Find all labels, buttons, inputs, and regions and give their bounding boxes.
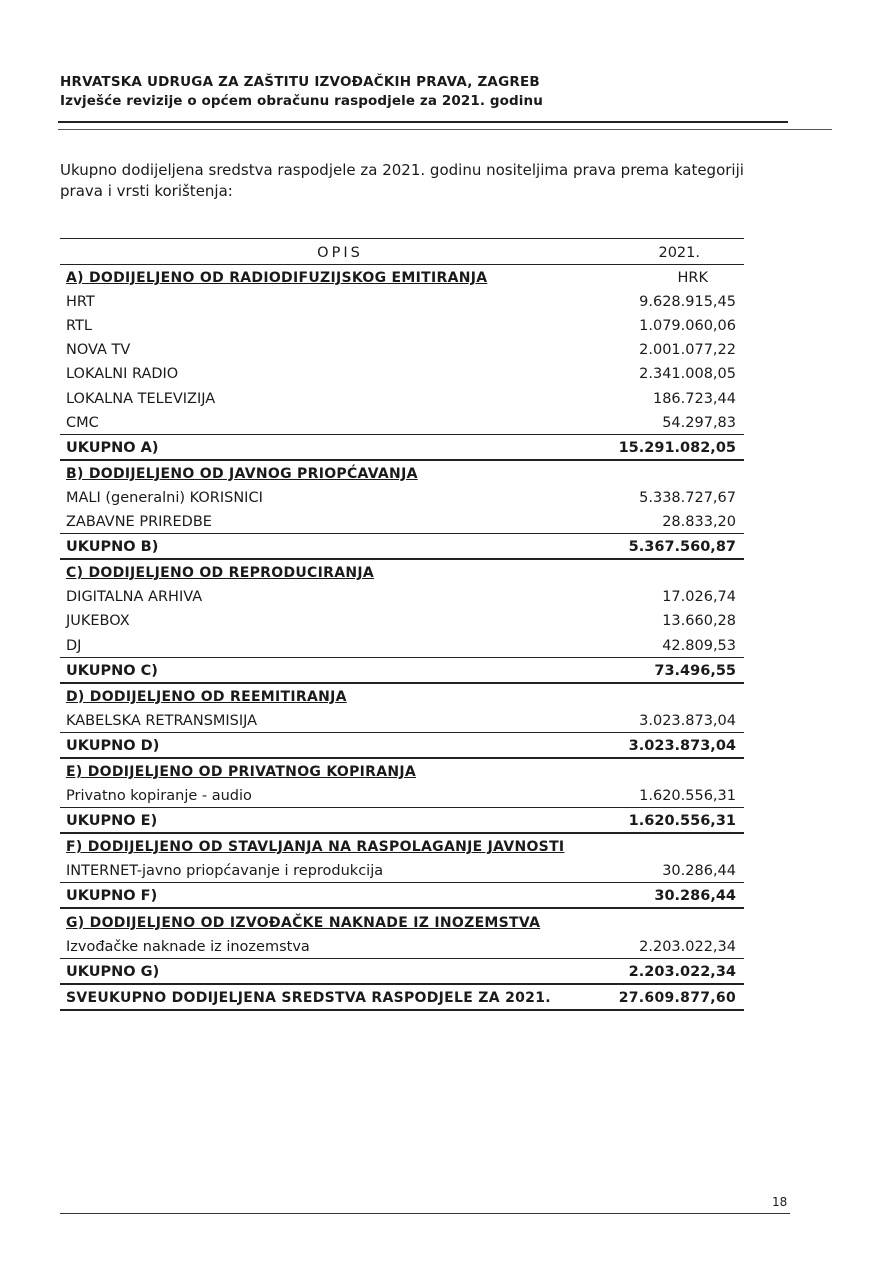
section-title: B) DODIJELJENO OD JAVNOG PRIOPĆAVANJA: [66, 465, 418, 482]
item-label: NOVA TV: [66, 342, 131, 359]
section-header-row: [60, 560, 744, 584]
organization-title: HRVATSKA UDRUGA ZA ZAŠTITU IZVOĐAČKIH PRAVA, ZAGREB: [60, 74, 540, 90]
item-label: LOKALNI RADIO: [66, 366, 179, 383]
subtotal-row: [60, 733, 744, 759]
item-amount: 5.338.727,67: [639, 489, 736, 506]
item-amount: 2.001.077,22: [639, 342, 736, 359]
subtotal-row: [60, 883, 744, 909]
item-amount: 30.286,44: [662, 863, 736, 880]
item-amount: 2.341.008,05: [639, 366, 736, 383]
item-label: RTL: [66, 318, 92, 335]
subtotal-amount: 3.023.873,04: [628, 737, 736, 754]
table-row: [60, 410, 744, 435]
section-title: C) DODIJELJENO OD REPRODUCIRANJA: [66, 565, 374, 582]
column-header-description: OPIS: [317, 245, 363, 261]
section-header-row: [60, 834, 744, 858]
item-label: JUKEBOX: [66, 613, 130, 630]
item-amount: 9.628.915,45: [639, 294, 736, 311]
item-label: DIGITALNA ARHIVA: [66, 589, 203, 606]
subtotal-row: [60, 435, 744, 461]
section-title: G) DODIJELJENO OD IZVOĐAČKE NAKNADE IZ INOZEMSTVA: [66, 914, 541, 931]
header-rule: [58, 121, 788, 123]
item-amount: 13.660,28: [662, 613, 736, 630]
table-row: [60, 783, 744, 808]
section-header-row: [60, 265, 744, 289]
distribution-table: [60, 240, 744, 1011]
report-subtitle: Izvješće revizije o općem obračunu raspodjele za 2021. godinu: [60, 93, 543, 109]
grand-total-label: SVEUKUPNO DODIJELJENA SREDSTVA RASPODJELE ZA 2021.: [66, 989, 551, 1006]
item-label: DJ: [66, 637, 82, 654]
subtotal-amount: 73.496,55: [654, 662, 736, 679]
item-amount: 186.723,44: [652, 390, 736, 407]
table-row: [60, 708, 744, 733]
column-header-year: 2021.: [658, 245, 700, 261]
item-label: ZABAVNE PRIREDBE: [66, 514, 212, 531]
subtotal-amount: 30.286,44: [654, 888, 736, 905]
subtotal-label: UKUPNO F): [66, 888, 158, 905]
header-rule-thin: [58, 129, 832, 130]
table-row: [60, 858, 744, 883]
item-label: Privatno kopiranje - audio: [66, 788, 252, 805]
section-title: A) DODIJELJENO OD RADIODIFUZIJSKOG EMITIRANJA: [66, 270, 488, 287]
grand-total-amount: 27.609.877,60: [618, 989, 736, 1006]
grand-total-row: [60, 985, 744, 1011]
section-header-row: [60, 461, 744, 485]
section-title: D) DODIJELJENO OD REEMITIRANJA: [66, 688, 347, 705]
item-amount: 54.297,83: [662, 414, 736, 431]
subtotal-row: [60, 808, 744, 834]
subtotal-amount: 2.203.022,34: [628, 963, 736, 980]
table-row: [60, 509, 744, 534]
subtotal-label: UKUPNO C): [66, 662, 158, 679]
table-row: [60, 934, 744, 959]
item-amount: 17.026,74: [662, 589, 736, 606]
table-row: [60, 313, 744, 337]
item-amount: 3.023.873,04: [639, 712, 736, 729]
item-amount: 28.833,20: [662, 514, 736, 531]
section-header-row: [60, 684, 744, 708]
subtotal-label: UKUPNO B): [66, 539, 159, 556]
item-label: MALI (generalni) KORISNICI: [66, 489, 263, 506]
section-title: F) DODIJELJENO OD STAVLJANJA NA RASPOLAGANJE JAVNOSTI: [66, 839, 565, 856]
item-amount: 1.620.556,31: [639, 788, 736, 805]
table-header-row: [60, 240, 744, 265]
item-amount: 1.079.060,06: [639, 318, 736, 335]
subtotal-amount: 1.620.556,31: [628, 813, 736, 830]
page-number: 18: [772, 1195, 788, 1209]
section-title: E) DODIJELJENO OD PRIVATNOG KOPIRANJA: [66, 763, 417, 780]
item-amount: 42.809,53: [662, 637, 736, 654]
subtotal-row: [60, 658, 744, 684]
subtotal-amount: 15.291.082,05: [618, 439, 736, 456]
item-label: CMC: [66, 414, 99, 431]
table-row: [60, 385, 744, 409]
section-header-row: [60, 759, 744, 783]
table-row: [60, 632, 744, 657]
item-amount: 2.203.022,34: [639, 938, 736, 955]
document-header: [60, 74, 820, 109]
subtotal-row: [60, 534, 744, 560]
subtotal-label: UKUPNO G): [66, 963, 160, 980]
subtotal-amount: 5.367.560,87: [628, 539, 736, 556]
table-row: [60, 608, 744, 632]
table-row: [60, 584, 744, 608]
table-top-rule: [60, 238, 744, 239]
item-label: LOKALNA TELEVIZIJA: [66, 390, 216, 407]
table-row: [60, 289, 744, 313]
subtotal-label: UKUPNO E): [66, 813, 158, 830]
item-label: KABELSKA RETRANSMISIJA: [66, 712, 258, 729]
subtotal-label: UKUPNO D): [66, 737, 160, 754]
footer-rule: [60, 1213, 790, 1214]
table-row: [60, 337, 744, 361]
intro-paragraph: Ukupno dodijeljena sredstva raspodjele za 2021. godinu nositeljima prava prema kategoriji prava i vrsti korištenja:: [60, 161, 744, 200]
item-label: HRT: [66, 294, 95, 311]
section-header-row: [60, 909, 744, 933]
subtotal-row: [60, 959, 744, 985]
item-label: INTERNET-javno priopćavanje i reprodukcija: [66, 863, 384, 880]
table-row: [60, 361, 744, 385]
table-row: [60, 485, 744, 509]
currency-label: HRK: [677, 270, 708, 287]
subtotal-label: UKUPNO A): [66, 439, 159, 456]
item-label: Izvođačke naknade iz inozemstva: [66, 938, 310, 955]
